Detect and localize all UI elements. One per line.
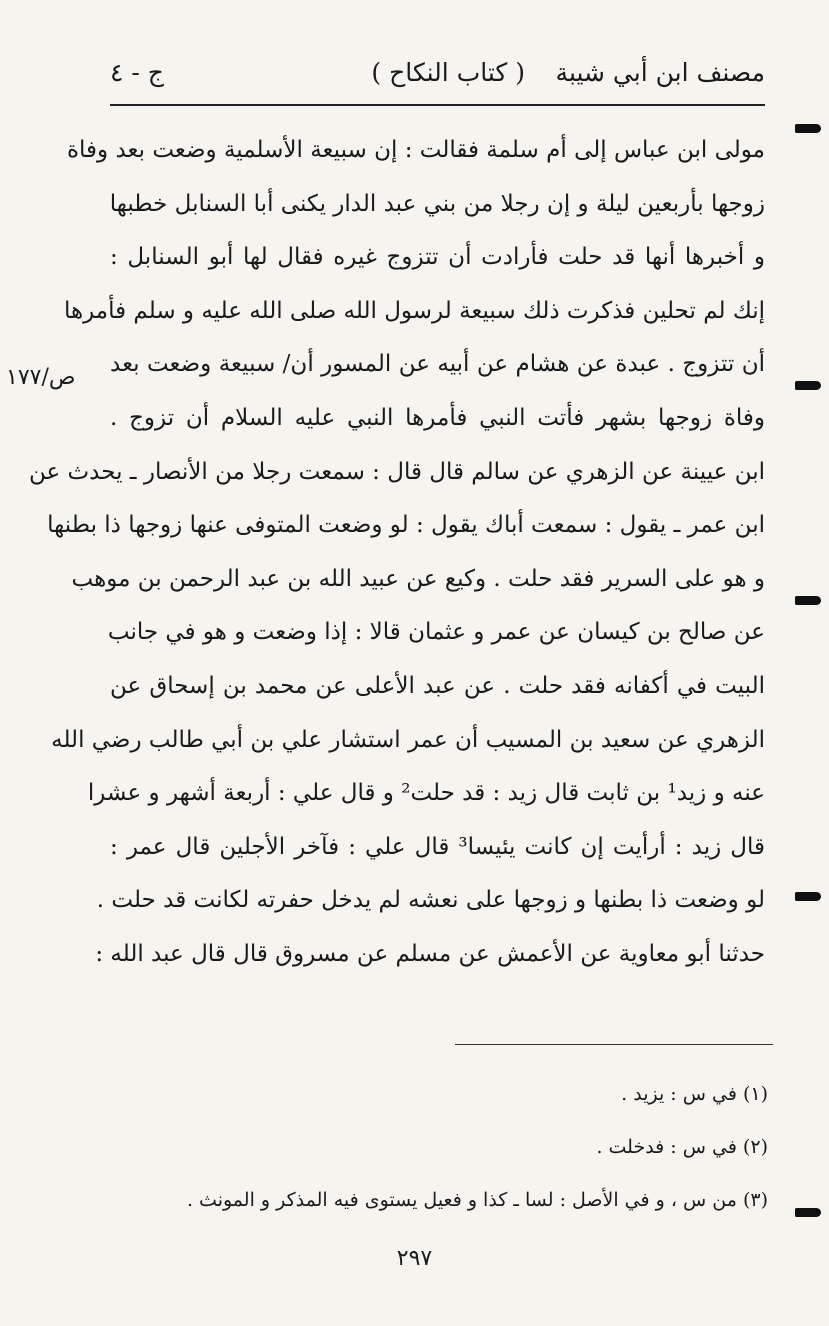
text-line: لو وضعت ذا بطنها و زوجها على نعشه لم يدخل حفرته لكانت قد حلت . bbox=[96, 887, 765, 914]
footnote: (٢) في س : فدخلت . bbox=[596, 1136, 768, 1158]
hadith-marker-icon bbox=[795, 1208, 821, 1217]
footnote-rule bbox=[455, 1044, 773, 1045]
text-line: مولى ابن عباس إلى أم سلمة فقالت : إن سبيعة الأسلمية وضعت بعد وفاة bbox=[66, 137, 765, 163]
running-header bbox=[110, 58, 765, 102]
margin-page-reference: ص/١٧٧ bbox=[6, 365, 76, 390]
hadith-marker-icon bbox=[795, 124, 821, 133]
text-line: حدثنا أبو معاوية عن الأعمش عن مسلم عن مسروق قال قال عبد الله : bbox=[95, 940, 765, 967]
footnote: (١) في س : يزيد . bbox=[621, 1083, 768, 1105]
hadith-marker-icon bbox=[795, 892, 821, 901]
text-line: قال زيد : أرأيت إن كانت يئيسا³ قال علي : فآخر الأجلين قال عمر : bbox=[110, 833, 765, 860]
text-line: و هو على السرير فقد حلت . وكيع عن عبيد الله بن عبد الرحمن بن موهب bbox=[71, 565, 765, 592]
text-line: ابن عمر ـ يقول : سمعت أباك يقول : لو وضعت المتوفى عنها زوجها ذا بطنها bbox=[47, 512, 765, 539]
page-number: ٢٩٧ bbox=[396, 1246, 433, 1271]
section-title: ( كتاب النكاح ) bbox=[371, 58, 525, 87]
footnotes bbox=[110, 1068, 768, 1227]
header-rule bbox=[110, 104, 765, 106]
text-line: عن صالح بن كيسان عن عمر و عثمان قالا : إذا وضعت و هو في جانب bbox=[107, 619, 765, 646]
book-title: مصنف ابن أبي شيبة bbox=[555, 58, 765, 87]
volume-label: ج - ٤ bbox=[110, 58, 164, 87]
text-line: وفاة زوجها بشهر فأتت النبي فأمرها النبي عليه السلام أن تزوج . bbox=[110, 404, 765, 431]
text-line: زوجها بأربعين ليلة و إن رجلا من بني عبد الدار يكنى أبا السنابل خطبها bbox=[109, 190, 765, 217]
hadith-marker-icon bbox=[795, 596, 821, 605]
text-line: عنه و زيد¹ بن ثابت قال زيد : قد حلت² و قال علي : أربعة أشهر و عشرا bbox=[87, 780, 765, 807]
footnote: (٣) من س ، و في الأصل : لسا ـ كذا و فعيل يستوى فيه المذكر و المونث . bbox=[186, 1189, 768, 1211]
text-line: البيت في أكفانه فقد حلت . عن عبد الأعلى عن محمد بن إسحاق عن bbox=[110, 672, 765, 699]
text-line: و أخبرها أنها قد حلت فأرادت أن تتزوج غيره فقال لها أبو السنابل : bbox=[110, 244, 765, 271]
text-line: إنك لم تحلين فذكرت ذلك سبيعة لرسول الله صلى الله عليه و سلم فأمرها bbox=[63, 297, 765, 324]
text-line: الزهري عن سعيد بن المسيب أن عمر استشار علي بن أبي طالب رضي الله bbox=[51, 726, 765, 753]
text-line: ابن عيينة عن الزهري عن سالم قال قال : سمعت رجلا من الأنصار ـ يحدث عن bbox=[28, 458, 765, 485]
hadith-marker-icon bbox=[795, 381, 821, 390]
text-line: أن تتزوج . عبدة عن هشام عن أبيه عن المسور أن/ سبيعة وضعت بعد bbox=[110, 351, 765, 378]
